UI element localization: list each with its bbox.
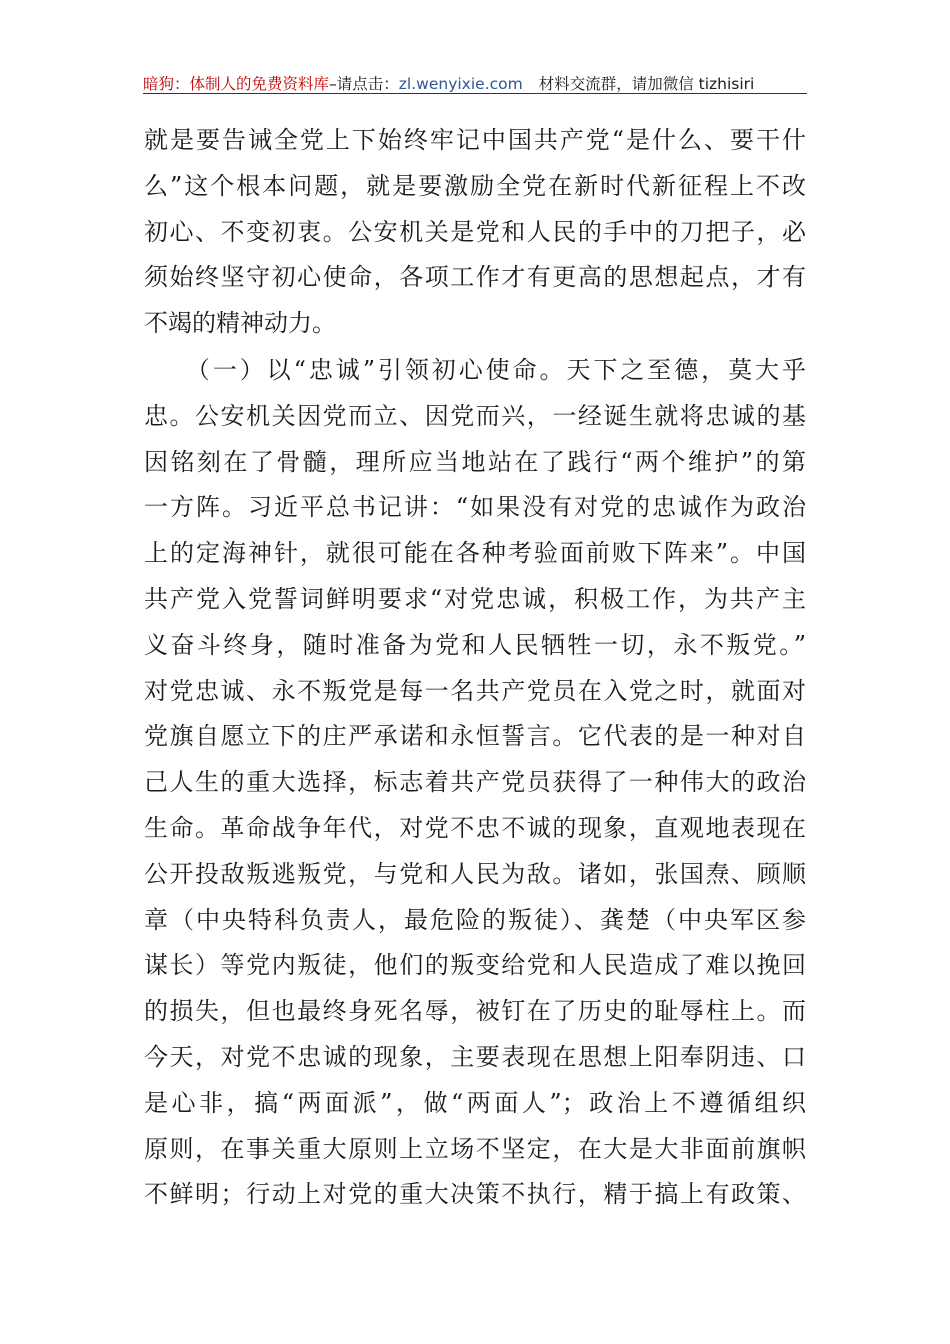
- text-line: 对党忠诚、永不叛党是每一名共产党员在入党之时，就面对: [144, 676, 806, 705]
- text-line: 须始终坚守初心使命，各项工作才有更高的思想起点，才有: [144, 263, 806, 292]
- text-line: 义奋斗终身，随时准备为党和人民牺牲一切，永不叛党。”: [144, 630, 806, 659]
- text-line: 初心、不变初衷。公安机关是党和人民的手中的刀把子，必: [144, 217, 806, 246]
- text-line: 今天，对党不忠诚的现象，主要表现在思想上阳奉阴违、口: [144, 1042, 806, 1071]
- text-line: 原则，在事关重大原则上立场不坚定，在大是大非面前旗帜: [144, 1134, 806, 1163]
- document-body: [144, 118, 806, 1218]
- text-line: 的损失，但也最终身死名辱，被钉在了历史的耻辱柱上。而: [144, 997, 806, 1026]
- text-line: 一方阵。习近平总书记讲：“如果没有对党的忠诚作为政治: [144, 493, 806, 522]
- header-link[interactable]: zl.wenyixie.com: [398, 75, 523, 93]
- text-line: 不竭的精神动力。: [144, 309, 336, 338]
- text-line: 就是要告诫全党上下始终牢记中国共产党“是什么、要干什: [144, 126, 806, 154]
- text-line: 公开投敌叛逃叛党，与党和人民为敌。诸如，张国焘、顾顺: [144, 859, 806, 888]
- paragraph-1: [144, 118, 806, 347]
- text-line: 上的定海神针，就很可能在各种考验面前败下阵来”。中国: [144, 539, 806, 568]
- header-contact: 材料交流群，请加微信 tizhisiri: [538, 75, 755, 93]
- text-line: 是心非，搞“两面派”，做“两面人”；政治上不遵循组织: [144, 1088, 806, 1117]
- text-line: 么”这个根本问题，就是要激励全党在新时代新征程上不改: [144, 171, 806, 200]
- text-line: 党旗自愿立下的庄严承诺和永恒誓言。它代表的是一种对自: [144, 722, 806, 751]
- text-line: 因铭刻在了骨髓，理所应当地站在了践行“两个维护”的第: [144, 447, 806, 476]
- page-header: [143, 66, 807, 94]
- header-brand: 暗狗：体制人的免费资料库: [143, 75, 330, 93]
- text-line: 共产党入党誓词鲜明要求“对党忠诚，积极工作，为共产主: [144, 584, 806, 613]
- text-line: 己人生的重大选择，标志着共产党员获得了一种伟大的政治: [144, 768, 806, 797]
- text-line: （一）以“忠诚”引领初心使命。天下之至德，莫大乎: [144, 355, 806, 384]
- text-line: 章（中央特科负责人，最危险的叛徒）、龚楚（中央军区参: [144, 905, 806, 934]
- header-divider: [143, 93, 807, 94]
- text-line: 不鲜明；行动上对党的重大决策不执行，精于搞上有政策、: [144, 1180, 806, 1209]
- paragraph-2: [144, 348, 806, 1218]
- text-line: 忠。公安机关因党而立、因党而兴，一经诞生就将忠诚的基: [144, 401, 806, 430]
- header-prompt: –请点击：: [329, 75, 399, 93]
- text-line: 生命。革命战争年代，对党不忠不诚的现象，直观地表现在: [144, 813, 806, 842]
- text-line: 谋长）等党内叛徒，他们的叛变给党和人民造成了难以挽回: [144, 951, 806, 980]
